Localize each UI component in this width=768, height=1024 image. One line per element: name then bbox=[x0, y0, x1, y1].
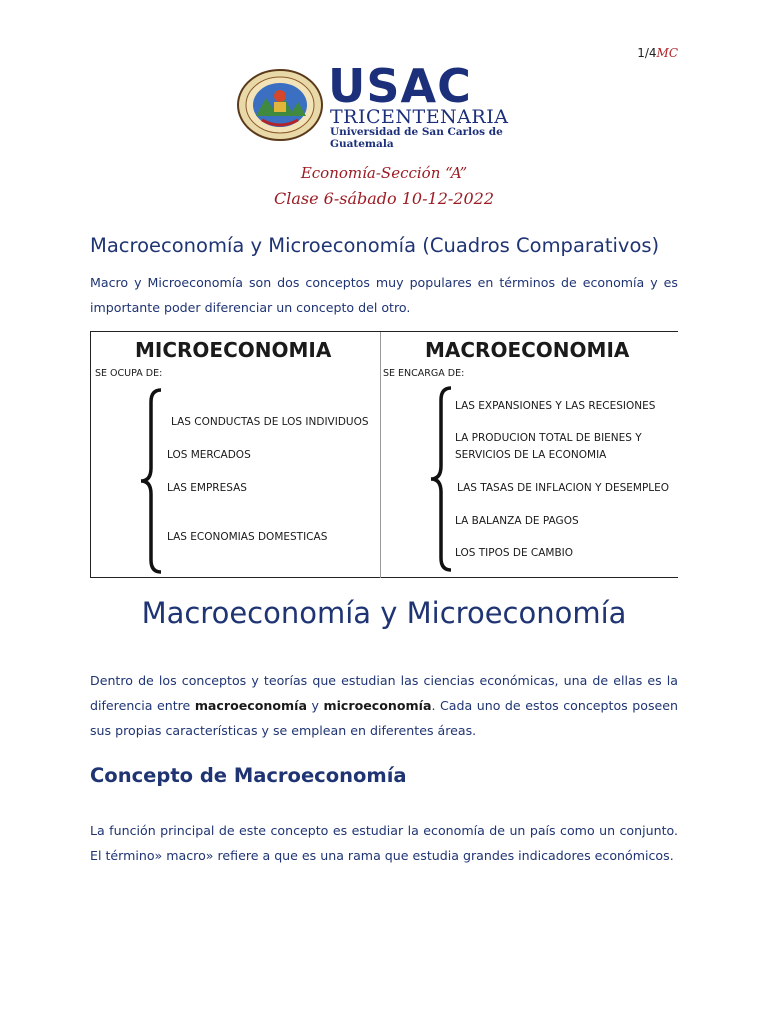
page-number: 1/4MC bbox=[637, 46, 678, 60]
concept-paragraph: La función principal de este concepto es estudiar la economía de un país como un conjunto. El término» macro» refiere a que es una rama que estudia grandes indicadores económicos. bbox=[90, 823, 678, 863]
main-title: Macroeconomía y Microeconomía bbox=[141, 596, 627, 630]
micro-item: LAS CONDUCTAS DE LOS INDIVIDUOS bbox=[171, 416, 369, 428]
section-heading: Macroeconomía y Microeconomía (Cuadros Comparativos) bbox=[90, 234, 660, 257]
column-divider bbox=[380, 332, 381, 578]
comparison-table bbox=[90, 331, 678, 578]
micro-item: LOS MERCADOS bbox=[167, 449, 251, 461]
logo-university-name: Universidad de San Carlos de Guatemala bbox=[330, 126, 503, 150]
university-seal-icon bbox=[236, 68, 324, 142]
concept-heading: Concepto de Macroeconomía bbox=[90, 764, 407, 787]
macro-brace-icon bbox=[429, 386, 453, 572]
page-mark: MC bbox=[656, 46, 678, 60]
macro-item: LAS EXPANSIONES Y LAS RECESIONES bbox=[455, 400, 656, 412]
macro-item: LA BALANZA DE PAGOS bbox=[455, 515, 579, 527]
macro-item: LOS TIPOS DE CAMBIO bbox=[455, 547, 574, 559]
intro-paragraph: Macro y Microeconomía son dos conceptos muy populares en términos de economía y es importante poder diferenciar un concepto del otro. bbox=[90, 275, 678, 315]
logo-tricentenaria: TRICENTENARIA bbox=[330, 106, 509, 128]
usac-logo bbox=[236, 59, 516, 150]
course-subtitle: Economía-Sección “A” bbox=[300, 164, 468, 182]
macro-subtitle: SE ENCARGA DE: bbox=[383, 368, 465, 379]
micro-brace-icon bbox=[139, 388, 163, 574]
micro-subtitle: SE OCUPA DE: bbox=[95, 368, 163, 379]
class-date: Clase 6-sábado 10-12-2022 bbox=[274, 189, 494, 208]
micro-item: LAS EMPRESAS bbox=[167, 482, 247, 494]
macro-title: MACROECONOMIA bbox=[425, 338, 630, 362]
macro-item: LAS TASAS DE INFLACION Y DESEMPLEO bbox=[457, 482, 670, 494]
body-paragraph: Dentro de los conceptos y teorías que estudian las ciencias económicas, una de ellas es la diferencia entre macroeconomía y microeconomía. Cada uno de estos conceptos poseen sus propias características y se emplean en diferentes áreas. bbox=[90, 673, 678, 738]
micro-title: MICROECONOMIA bbox=[135, 338, 332, 362]
term-microeconomia: microeconomía bbox=[323, 698, 432, 713]
term-macroeconomia: macroeconomía bbox=[194, 698, 307, 713]
micro-item: LAS ECONOMIAS DOMESTICAS bbox=[167, 531, 328, 543]
macro-item: LA PRODUCION TOTAL DE BIENES Y SERVICIOS DE LA ECONOMIA bbox=[455, 432, 642, 461]
logo-usac: USAC bbox=[328, 59, 472, 113]
